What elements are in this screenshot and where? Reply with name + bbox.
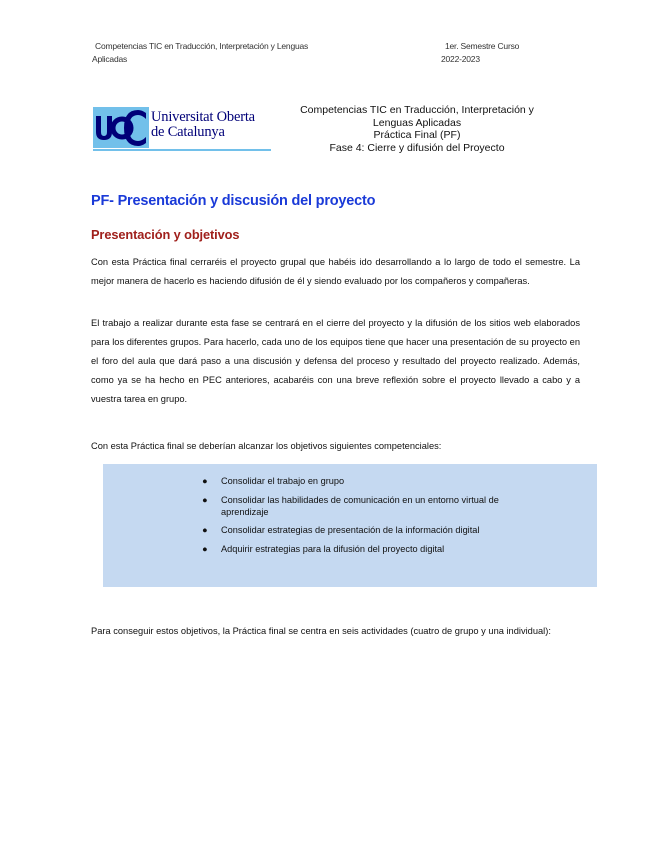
uoc-letters-graphic	[93, 107, 149, 148]
header-course-name	[92, 40, 355, 66]
intro-paragraph: Con esta Práctica final cerraréis el proyecto grupal que habéis ido desarrollando a lo largo de todo el semestre. La mejor manera de hacerlo es haciendo difusión de él y siendo evaluado por los compañeros y compañeras.	[91, 257, 580, 286]
uoc-logo	[93, 107, 271, 151]
bullet-icon: ●	[202, 476, 208, 486]
header-semester	[441, 40, 561, 66]
objective-text: Adquirir estrategias para la difusión del proyecto digital	[221, 543, 445, 554]
course-line4: Fase 4: Cierre y difusión del Proyecto	[329, 141, 505, 154]
bullet-icon: ●	[202, 543, 208, 554]
document-title: PF- Presentación y discusión del proyecto	[91, 193, 376, 209]
objective-item	[202, 475, 542, 487]
objectives-intro-paragraph: Con esta Práctica final se deberían alcanzar los objetivos siguientes competenciales:	[91, 441, 442, 451]
section-title: Presentación y objetivos	[91, 227, 240, 242]
objective-text: Consolidar estrategias de presentación de la información digital	[221, 525, 480, 535]
objective-text: Consolidar el trabajo en grupo	[221, 476, 345, 486]
logo-line1: Universitat Oberta	[151, 109, 255, 125]
objective-item	[202, 543, 542, 555]
bullet-icon: ●	[202, 494, 208, 505]
objectives-list	[202, 475, 542, 561]
objective-item	[202, 524, 542, 536]
course-line3: Práctica Final (PF)	[373, 129, 461, 142]
closing-paragraph: Para conseguir estos objetivos, la Práctica final se centra en seis actividades (cuatro de grupo y una individual):	[91, 626, 551, 636]
logo-underline	[93, 149, 271, 151]
course-line2: Lenguas Aplicadas	[372, 116, 462, 129]
objectives-box	[103, 464, 597, 587]
objective-item	[202, 494, 542, 518]
header-left-line2: Aplicadas	[92, 54, 128, 64]
header-right-line1: 1er. Semestre Curso	[445, 41, 520, 51]
uoc-logo-mark	[93, 107, 149, 148]
course-info	[285, 104, 549, 154]
bullet-icon: ●	[202, 525, 208, 535]
course-line1: Competencias TIC en Traducción, Interpretación y	[300, 104, 534, 116]
header-left-line1: Competencias TIC en Traducción, Interpretación y Lenguas	[95, 41, 309, 51]
work-description-paragraph: El trabajo a realizar durante esta fase se centrará en el cierre del proyecto y la difusión de los sitios web elaborados para los diferentes grupos. Para hacerlo, cada uno de los equipos tiene que hacer una presentación de su proyecto en el foro del aula que dará paso a una discusión y defensa del proceso y resultado del proyecto realizado. Además, como ya se ha hecho en PEC anteriores, acabaréis con una breve reflexión sobre el proyecto llevado a cabo y a vuestra tarea en grupo.	[91, 318, 580, 404]
header-right-line2: 2022-2023	[441, 54, 480, 64]
uoc-logo-wordmark	[151, 110, 255, 140]
objective-text: Consolidar las habilidades de comunicación en un entorno virtual de aprendizaje	[221, 494, 499, 517]
logo-line2: de Catalunya	[151, 124, 225, 140]
